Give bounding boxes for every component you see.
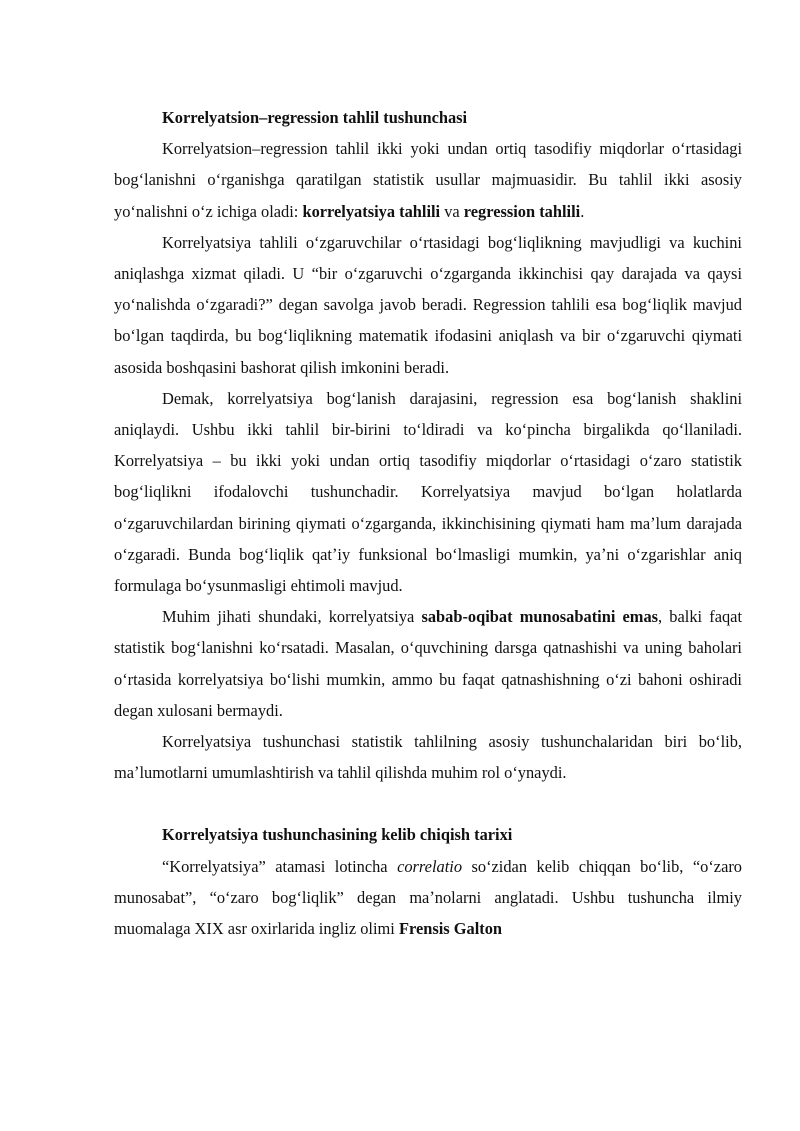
paragraph-text: va [440,201,464,221]
paragraph [114,601,742,726]
bold-term: sabab-oqibat munosabatini emas [421,607,659,627]
paragraph: Korrelyatsiya tahlili oʻzgaruvchilar oʻrtasidagi bogʻliqlikning mavjudligi va kuchini aniqlashga xizmat qiladi. U “bir oʻzgaruvchi oʻzgarganda ikkinchisi qay darajada va qaysi yoʻnalishda oʻzgaradi?” degan savolga javob beradi. Regression tahlili esa bogʻliqlik mavjud boʻlgan taqdirda, bu bogʻliqlikning matematik ifodasini aniqlash va bir oʻzgaruvchi qiymati asosida boshqasini bashorat qilish imkonini beradi. [114,232,742,377]
paragraph-text: soʻzidan kelib chiqqan boʻlib, “oʻzaro munosabat”, “oʻzaro bogʻliqlik” degan maʼnolarni anglatadi. Ushbu tushuncha ilmiy muomalaga XIX asr oxirlarida ingliz olimi [114,856,742,939]
paragraph-text: . [580,201,585,221]
bold-term: regression tahlili [463,201,581,221]
paragraph-text: “Korrelyatsiya” atamasi lotincha [162,856,398,876]
paragraph [114,851,742,945]
paragraph-text: Muhim jihati shundaki, korrelyatsiya [162,607,422,627]
bold-term: Frensis Galton [398,919,503,939]
section-spacer [114,788,742,819]
section-heading: Korrelyatsiya tushunchasining kelib chiqish tarixi [162,825,513,845]
paragraph-text: , balki faqat statistik bogʻlanishni koʻrsatadi. Masalan, oʻquvchining darsga qatnashishi va uning baholari oʻrtasida korrelyatsiya boʻlishi mumkin, ammo bu faqat qatnashishning oʻzi bahoni oshiradi degan xulosani bermaydi. [114,607,743,720]
section-heading: Korrelyatsion–regression tahlil tushunchasi [162,108,468,127]
bold-term: korrelyatsiya tahlili [302,201,441,221]
paragraph-text: Korrelyatsion–regression tahlil ikki yoki undan ortiq tasodifiy miqdorlar oʻrtasidagi bogʻlanishni oʻrganishga qaratilgan statistik usullar majmuasidir. Bu tahlil ikki asosiy yoʻnalishni oʻz ichiga oladi: [114,139,742,221]
paragraph: Korrelyatsiya tushunchasi statistik tahlilning asosiy tushunchalaridan biri boʻlib, maʼlumotlarni umumlashtirish va tahlil qilishda muhim rol oʻynaydi. [114,732,742,783]
italic-term: correlatio [397,856,463,876]
paragraph [114,133,742,227]
paragraph: Demak, korrelyatsiya bogʻlanish darajasini, regression esa bogʻlanish shaklini aniqlaydi. Ushbu ikki tahlil bir-birini toʻldiradi va koʻpincha birgalikda qoʻllaniladi. Korrelyatsiya – bu ikki yoki undan ortiq tasodifiy miqdorlar oʻrtasidagi oʻzaro statistik bogʻliqlikni ifodalovchi tushunchadir. Korrelyatsiya mavjud boʻlgan holatlarda oʻzgaruvchilardan birining qiymati oʻzgarganda, ikkinchisining qiymati ham maʼlum darajada oʻzgaradi. Bunda bogʻliqlik qatʼiy funksional boʻlmasligi mumkin, yaʼni oʻzgarishlar aniq formulaga boʻysunmasligi ehtimoli mavjud. [114,388,742,596]
document-page [114,102,742,944]
